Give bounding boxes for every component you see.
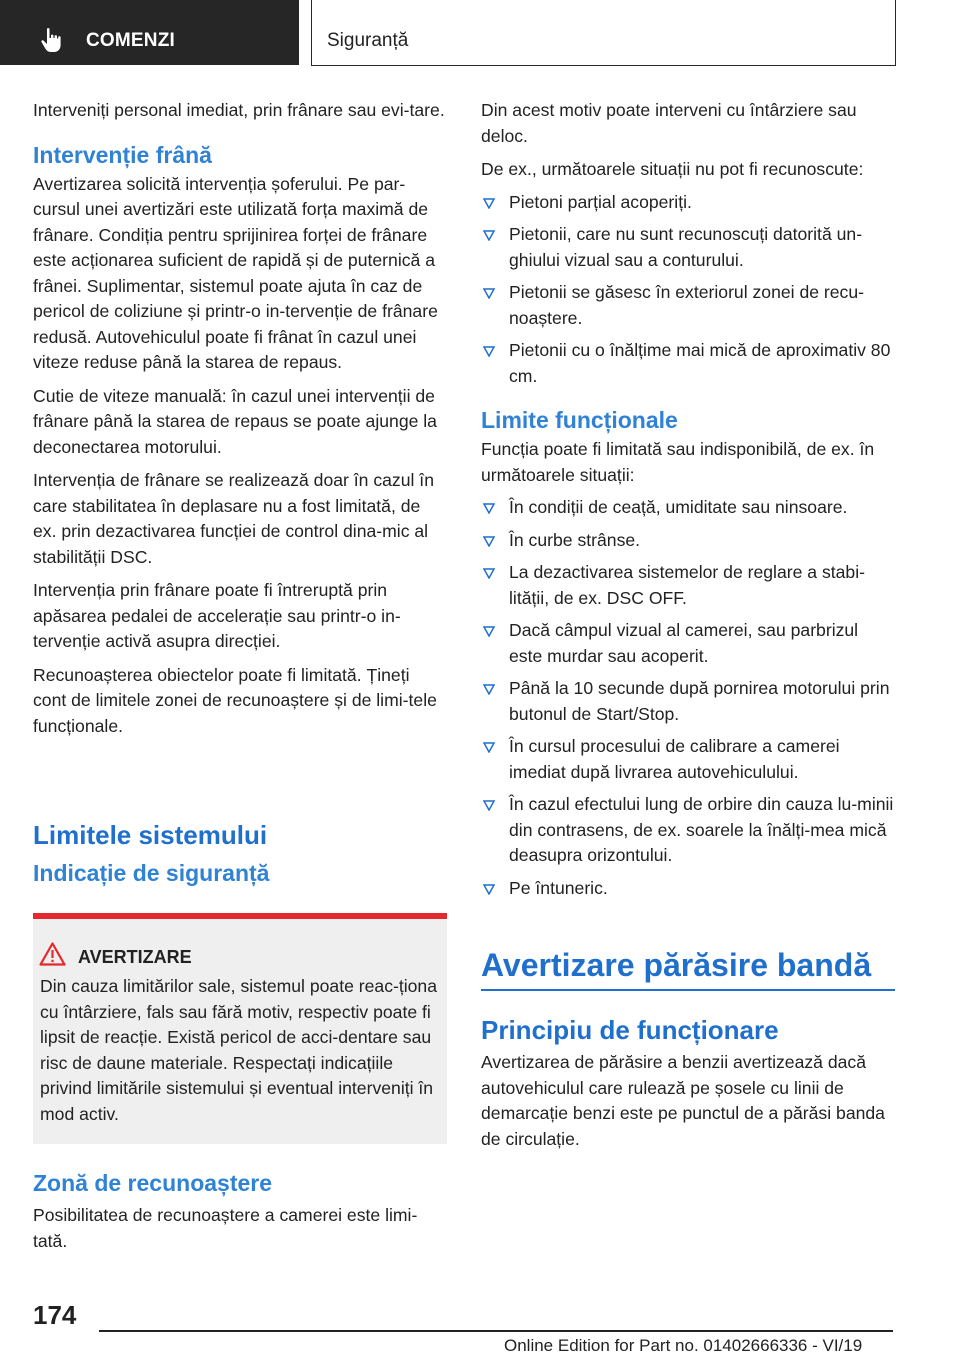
triangle-bullet-icon xyxy=(483,288,495,299)
paragraph: Recunoașterea obiectelor poate fi limitată. Țineți cont de limitele zonei de recunoaștere și de limi‐tele funcționale. xyxy=(33,664,437,736)
bullet-list-limits xyxy=(481,495,895,901)
page-number: 174 xyxy=(33,1300,77,1330)
list-item: Pe întuneric. xyxy=(481,876,895,902)
right-column xyxy=(481,98,895,901)
paragraph: Avertizarea solicită intervenția șoferului. Pe par‐cursul unei avertizări este utilizată forța maximă de frânare. Condiția pentru sprijinirea forței de frânare este acționarea suficient de rapidă și de puternică a frânei. Suplimentar, sistemul poate ajuta în caz de pericol de coliziune și printr-o in‐tervenție de frânare redusă. Autovehiculul poate fi frânat în cazul unei viteze reduse până la starea de repaus. xyxy=(33,173,438,372)
triangle-bullet-icon xyxy=(483,800,495,811)
triangle-bullet-icon xyxy=(483,568,495,579)
paragraph: Intervenția de frânare se realizează doar în cazul în care stabilitatea în deplasare nu a fost limitată, de ex. prin dezactivarea funcției de control dina‐mic al stabilității DSC. xyxy=(33,470,434,567)
triangle-bullet-icon xyxy=(483,684,495,695)
list-item: Pietoni parțial acoperiți. xyxy=(481,190,895,216)
list-item: În cursul procesului de calibrare a camerei imediat după livrarea autovehiculului. xyxy=(481,734,895,785)
triangle-bullet-icon xyxy=(483,626,495,637)
list-item: Pietonii, care nu sunt recunoscuți datorită un‐ghiului vizual sau a conturului. xyxy=(481,222,895,273)
heading-principiu-functionare: Principiu de funcționare xyxy=(481,1015,779,1045)
section-tab xyxy=(311,0,896,66)
triangle-bullet-icon xyxy=(483,230,495,241)
heading-limite-functionale: Limite funcționale xyxy=(481,407,678,433)
paragraph: Funcția poate fi limitată sau indisponibilă, de ex. în următoarele situații: xyxy=(481,439,875,485)
list-item: În cazul efectului lung de orbire din cauza lu‐minii din contrasens, de ex. soarele la înălți‐mea mică deasupra orizontului. xyxy=(481,792,895,869)
list-item: În curbe strânse. xyxy=(481,528,895,554)
heading-zona-recunoastere: Zonă de recunoaștere xyxy=(33,1170,273,1196)
paragraph: Avertizarea de părăsire a benzii avertizează dacă autovehiculul care rulează pe șosele cu linii de demarcație benzi este pe punctul de a părăsi banda de circulație. xyxy=(481,1052,885,1149)
bullet-list-pedestrians xyxy=(481,190,895,390)
footer-divider xyxy=(99,1330,893,1332)
triangle-bullet-icon xyxy=(483,536,495,547)
warning-box xyxy=(33,913,447,1144)
triangle-bullet-icon xyxy=(483,346,495,357)
triangle-bullet-icon xyxy=(483,742,495,753)
chapter-label: COMENZI xyxy=(86,30,176,51)
list-item: Până la 10 secunde după pornirea motorului prin butonul de Start/Stop. xyxy=(481,676,895,727)
heading-interventie-frana: Intervenție frână xyxy=(33,141,212,168)
triangle-bullet-icon xyxy=(483,884,495,895)
footer-edition: Online Edition for Part no. 01402666336 - VI/19 xyxy=(504,1336,863,1355)
warning-text: Din cauza limitărilor sale, sistemul poate reac‐ționa cu întârziere, fals sau fără motiv, respectiv poate fi lipsit de reacție. Există pericol de acci‐dentare sau risc de daune materiale. Respectați indicațiile privind limitările sistemului și eventual interveniți în mod activ. xyxy=(40,976,438,1124)
heading-limitele-sistemului: Limitele sistemului xyxy=(33,820,268,850)
list-item: La dezactivarea sistemelor de reglare a stabi‐lității, de ex. DSC OFF. xyxy=(481,560,895,611)
left-column xyxy=(33,98,447,739)
list-item: Pietonii cu o înălțime mai mică de aproximativ 80 cm. xyxy=(481,338,895,389)
paragraph: Posibilitatea de recunoaștere a camerei este limi‐tată. xyxy=(33,1205,418,1251)
hand-pointer-icon xyxy=(40,27,64,53)
paragraph: Din acest motiv poate interveni cu întârziere sau deloc. xyxy=(481,100,857,146)
list-item: Pietonii se găsesc în exteriorul zonei de recu‐noaștere. xyxy=(481,280,895,331)
paragraph: Intervenția prin frânare poate fi întreruptă prin apăsarea pedalei de accelerație sau printr-o in‐tervenție activă asupra direcției. xyxy=(33,580,401,651)
list-item: Dacă câmpul vizual al camerei, sau parbrizul este murdar sau acoperit. xyxy=(481,618,895,669)
triangle-bullet-icon xyxy=(483,198,495,209)
paragraph: Cutie de viteze manuală: în cazul unei intervenții de frânare până la starea de repaus se poate ajunge la deconectarea motorului. xyxy=(33,385,437,457)
chapter-tab[interactable] xyxy=(0,0,299,65)
warning-title: AVERTIZARE xyxy=(78,947,192,967)
paragraph: De ex., următoarele situații nu pot fi recunoscute: xyxy=(481,159,864,179)
heading-avertizare-parasire-banda: Avertizare părăsire bandă xyxy=(481,945,895,991)
list-item: În condiții de ceață, umiditate sau ninsoare. xyxy=(481,495,895,521)
heading-indicatie-siguranta: Indicație de siguranță xyxy=(33,860,270,886)
warning-triangle-icon xyxy=(39,942,66,966)
section-label: Siguranță xyxy=(327,30,409,51)
paragraph: Interveniți personal imediat, prin frânare sau evi‐tare. xyxy=(33,100,445,120)
triangle-bullet-icon xyxy=(483,503,495,514)
